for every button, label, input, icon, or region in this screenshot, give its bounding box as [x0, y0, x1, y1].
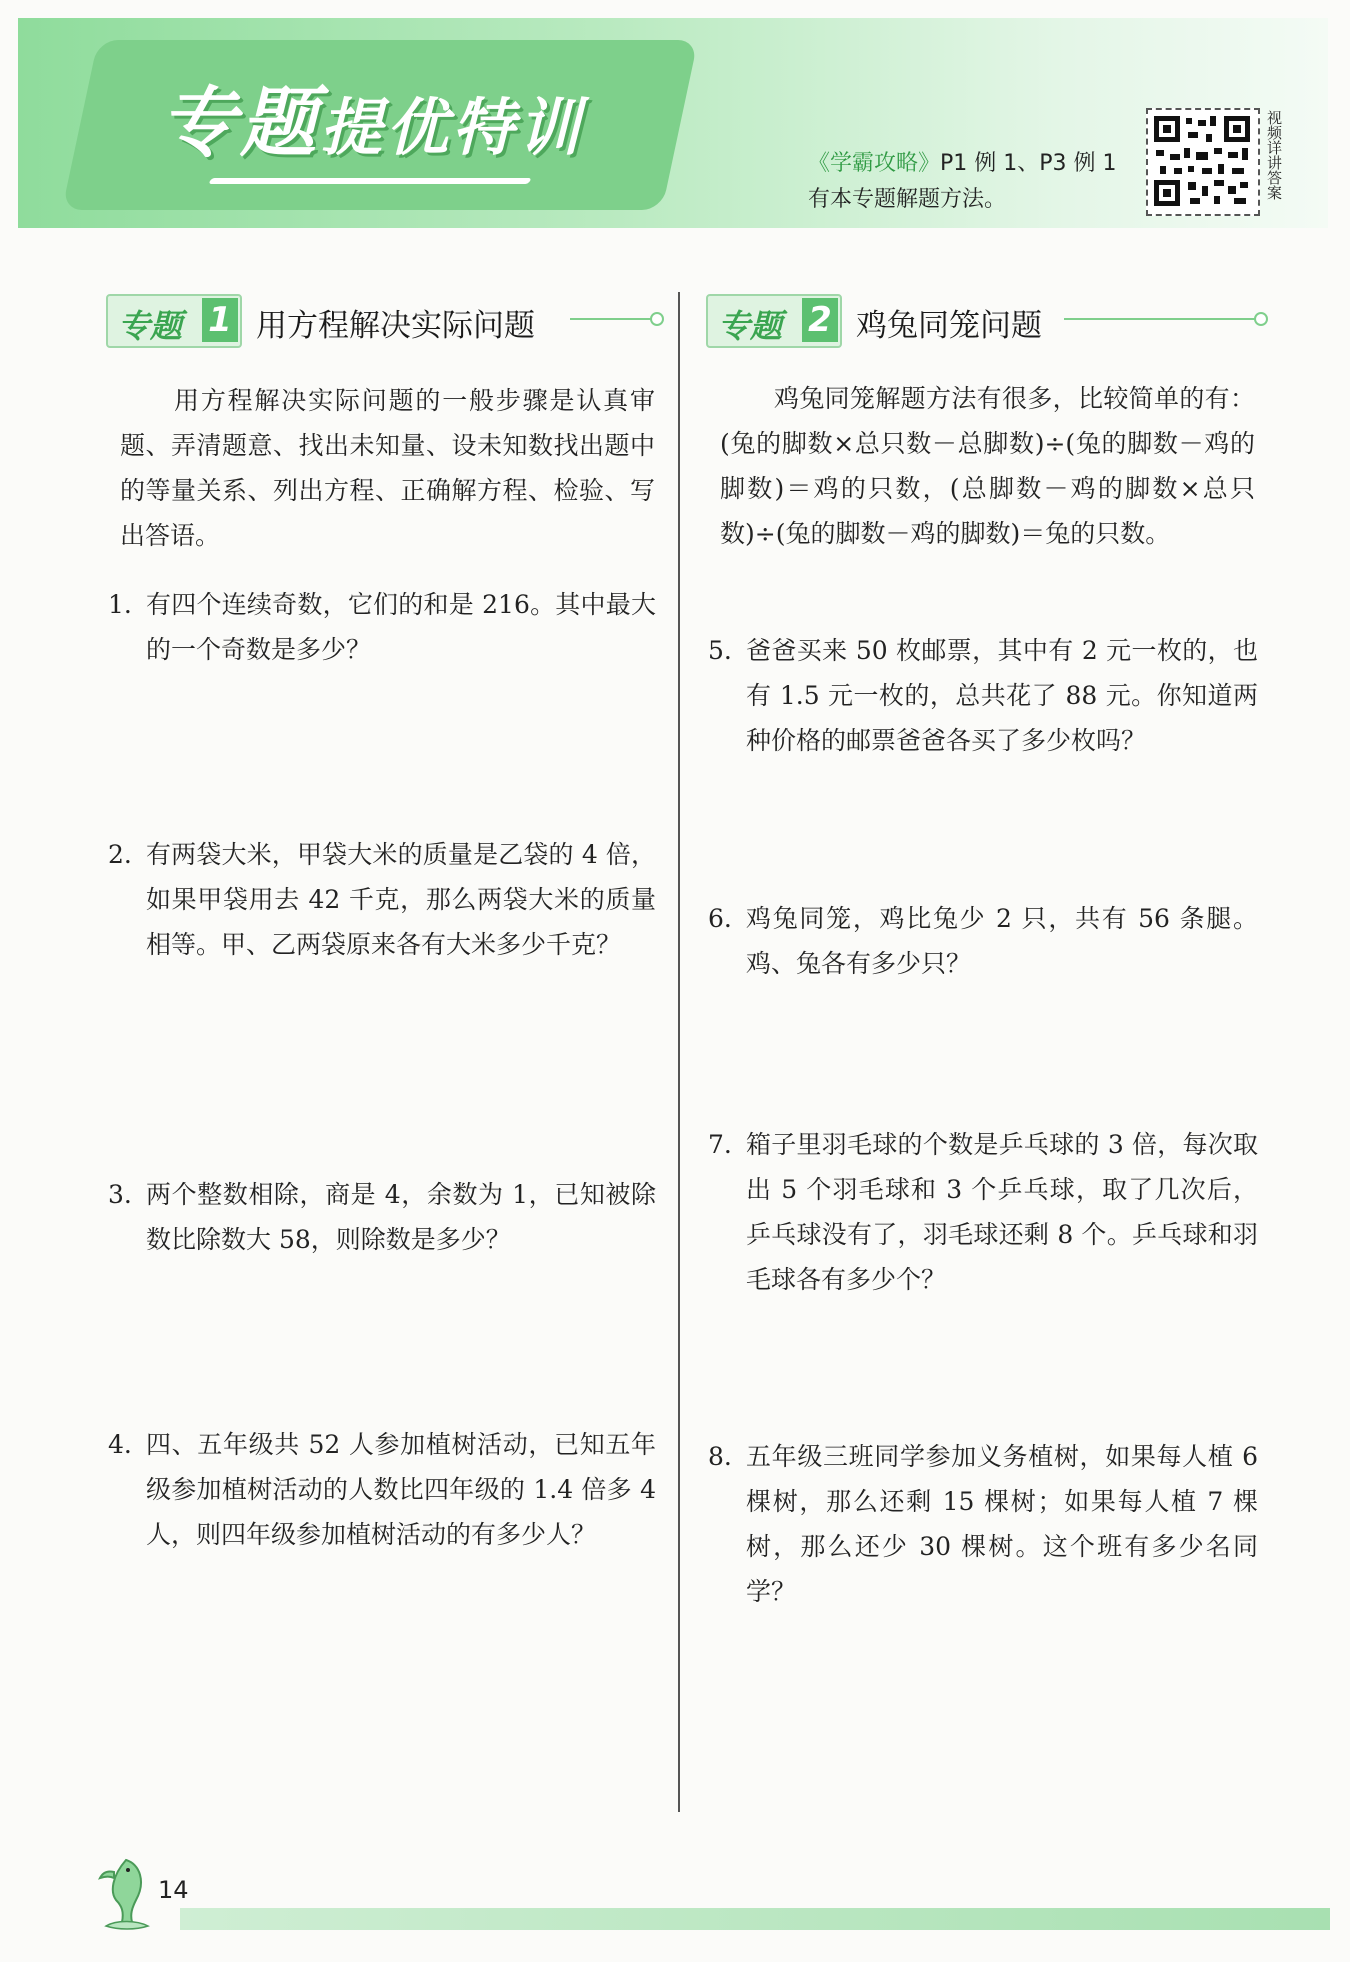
section-title: 鸡兔同笼问题: [856, 308, 1042, 344]
problem-text: 四、五年级共 52 人参加植树活动，已知五年级参加植树活动的人数比四年级的 1.4 倍多 4 人，则四年级参加植树活动的有多少人？: [146, 1430, 656, 1549]
reference-pages: P1 例 1、P3 例 1: [940, 151, 1117, 176]
banner-underline: [208, 178, 531, 184]
problem-number: 1.: [108, 590, 132, 619]
reference-line: [808, 146, 1117, 177]
page-title-sub: 提优特训: [320, 91, 585, 164]
section-tag-label: 专题: [718, 307, 783, 345]
problem-text: 有两袋大米，甲袋大米的质量是乙袋的 4 倍，如果甲袋用去 42 千克，那么两袋大米的质量相等。甲、乙两袋原来各有大米多少千克？: [146, 840, 656, 959]
problem-8: [708, 1434, 1258, 1614]
section-1-intro: 用方程解决实际问题的一般步骤是认真审题、弄清题意、找出未知量、设未知数找出题中的等量关系、列出方程、正确解方程、检验、写出答语。: [120, 386, 655, 550]
problem-number: 2.: [108, 840, 132, 869]
problem-text: 鸡兔同笼，鸡比兔少 2 只，共有 56 条腿。鸡、兔各有多少只？: [746, 904, 1258, 978]
problem-4: [108, 1422, 656, 1557]
problem-text: 爸爸买来 50 枚邮票，其中有 2 元一枚的，也有 1.5 元一枚的，总共花了 88 元。你知道两种价格的邮票爸爸各买了多少枚吗？: [746, 636, 1258, 755]
dolphin-icon: [96, 1852, 156, 1932]
section-rule: [570, 318, 652, 320]
section-number: 1: [202, 298, 238, 342]
problem-7: [708, 1122, 1258, 1302]
section-title: 用方程解决实际问题: [256, 308, 535, 344]
reference-book: 《学霸攻略》: [808, 151, 941, 176]
problem-text: 箱子里羽毛球的个数是乒乓球的 3 倍，每次取出 5 个羽毛球和 3 个乒乓球，取了几次后，乒乓球没有了，羽毛球还剩 8 个。乒乓球和羽毛球各有多少个？: [746, 1130, 1258, 1294]
qr-code-icon[interactable]: [1146, 108, 1260, 216]
section-rule: [1064, 318, 1256, 320]
section-1-header: [106, 294, 666, 348]
column-divider: [678, 292, 680, 1812]
problem-text: 五年级三班同学参加义务植树，如果每人植 6 棵树，那么还剩 15 棵树；如果每人植 7 棵树，那么还少 30 棵树。这个班有多少名同学？: [746, 1442, 1258, 1606]
problem-number: 5.: [708, 636, 732, 665]
section-2-header: [706, 294, 1266, 348]
problem-text: 两个整数相除，商是 4，余数为 1，已知被除数比除数大 58，则除数是多少？: [146, 1180, 656, 1254]
page-title-main: 专题: [160, 78, 320, 167]
page-title: [160, 62, 584, 171]
reference-note: 有本专题解题方法。: [808, 187, 1007, 212]
section-tag-label: 专题: [118, 307, 183, 345]
section-2-intro: 鸡兔同笼解题方法有很多，比较简单的有：(兔的脚数×总只数－总脚数)÷(兔的脚数－鸡的脚数)＝鸡的只数，(总脚数－鸡的脚数×总只数)÷(兔的脚数－鸡的脚数)＝兔的只数。: [720, 384, 1255, 548]
footer-band: [180, 1908, 1330, 1930]
problem-3: [108, 1172, 656, 1262]
page-number: 14: [158, 1876, 189, 1904]
problem-number: 3.: [108, 1180, 132, 1209]
qr-label: 视频详讲答案: [1265, 110, 1283, 200]
problem-number: 4.: [108, 1430, 132, 1459]
problem-number: 6.: [708, 904, 732, 933]
section-rule-dot: [650, 312, 664, 326]
problem-6: [708, 896, 1258, 986]
problem-2: [108, 832, 656, 967]
problem-1: [108, 582, 656, 672]
section-number: 2: [802, 298, 838, 342]
problem-number: 7.: [708, 1130, 732, 1159]
section-rule-dot: [1254, 312, 1268, 326]
qr-pattern: [1154, 116, 1250, 206]
problem-5: [708, 628, 1258, 763]
problem-number: 8.: [708, 1442, 732, 1471]
problem-text: 有四个连续奇数，它们的和是 216。其中最大的一个奇数是多少？: [146, 590, 656, 664]
